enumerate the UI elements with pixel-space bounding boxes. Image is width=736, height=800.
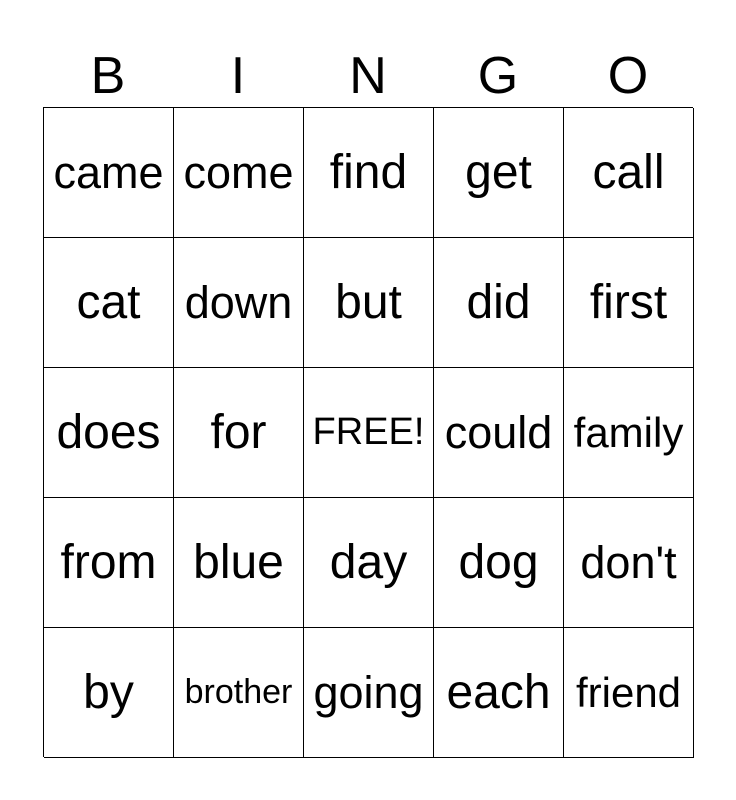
bingo-cell[interactable]: down: [174, 238, 304, 368]
bingo-cell[interactable]: blue: [174, 498, 304, 628]
bingo-cell[interactable]: friend: [564, 628, 694, 758]
bingo-cell[interactable]: family: [564, 368, 694, 498]
bingo-cell[interactable]: came: [44, 108, 174, 238]
header-letter-n: N: [349, 47, 387, 105]
bingo-cell[interactable]: come: [174, 108, 304, 238]
bingo-cell[interactable]: don't: [564, 498, 694, 628]
bingo-header: [43, 45, 693, 107]
bingo-cell[interactable]: going: [304, 628, 434, 758]
bingo-cell[interactable]: get: [434, 108, 564, 238]
bingo-cell[interactable]: each: [434, 628, 564, 758]
bingo-cell[interactable]: first: [564, 238, 694, 368]
bingo-cell[interactable]: does: [44, 368, 174, 498]
bingo-cell[interactable]: from: [44, 498, 174, 628]
bingo-cell[interactable]: brother: [174, 628, 304, 758]
bingo-cell[interactable]: call: [564, 108, 694, 238]
bingo-grid: [43, 107, 693, 757]
header-letter-i: I: [230, 47, 246, 105]
bingo-cell[interactable]: for: [174, 368, 304, 498]
free-space-cell[interactable]: FREE!: [304, 368, 434, 498]
bingo-cell[interactable]: day: [304, 498, 434, 628]
bingo-cell[interactable]: could: [434, 368, 564, 498]
header-letter-o: O: [607, 47, 649, 105]
bingo-cell[interactable]: by: [44, 628, 174, 758]
header-letter-g: G: [477, 47, 519, 105]
bingo-cell[interactable]: did: [434, 238, 564, 368]
bingo-cell[interactable]: cat: [44, 238, 174, 368]
bingo-cell[interactable]: but: [304, 238, 434, 368]
bingo-cell[interactable]: find: [304, 108, 434, 238]
header-letter-b: B: [90, 47, 126, 105]
bingo-cell[interactable]: dog: [434, 498, 564, 628]
